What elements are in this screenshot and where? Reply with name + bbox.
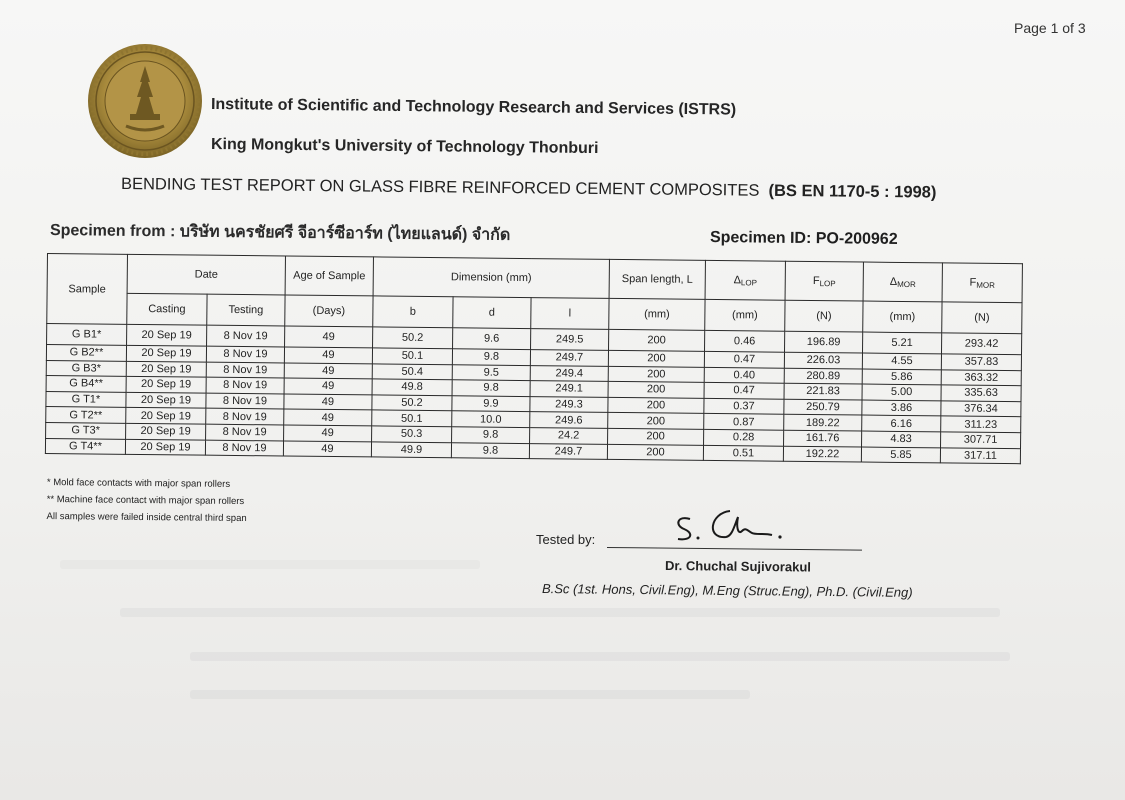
cell-fmor: 335.63 [941,385,1021,401]
cell-flop: 250.79 [784,399,862,415]
cell-sample: G T2** [46,407,126,423]
cell-span: 200 [609,329,705,351]
cell-sample: G B4** [46,376,126,392]
cell-dlop: 0.87 [704,414,784,430]
cell-flop: 161.76 [784,430,862,446]
cell-dmor: 4.55 [862,353,941,369]
cell-testing: 8 Nov 19 [206,409,284,425]
cell-age: 49 [284,347,372,364]
cell-dmor: 5.86 [862,369,941,385]
specimen-from: Specimen from : บริษัท นครชัยศรี จีอาร์ซีอาร์ท (ไทยแลนด์) จำกัด [49,222,511,244]
cell-sample: G B1* [47,324,127,346]
cell-l: 249.7 [530,350,608,366]
cell-span: 200 [608,397,704,414]
header-f-mor-symbol: F [969,276,977,289]
header-delta-lop [705,260,785,300]
cell-dmor: 4.83 [862,431,941,447]
report-title-text: BENDING TEST REPORT ON GLASS FIBRE REINFORCED CEMENT COMPOSITES [120,175,760,200]
cell-l: 249.3 [530,396,608,412]
cell-casting: 20 Sep 19 [126,423,206,439]
cell-testing: 8 Nov 19 [205,440,283,456]
cell-dmor: 5.21 [863,332,942,354]
cell-casting: 20 Sep 19 [126,377,206,393]
bleed-through-line [190,690,750,699]
note-machine-face: ** Machine face contact with major span rollers [46,493,245,508]
report-title [121,175,937,203]
university-name: King Mongkut's University of Technology Thonburi [210,136,599,158]
report-standard: (BS EN 1170-5 : 1998) [768,181,937,202]
cell-flop: 189.22 [784,415,862,431]
cell-b: 50.2 [373,327,453,349]
cell-testing: 8 Nov 19 [207,325,285,347]
header-sample: Sample [47,254,128,325]
header-delta-mor-unit: (mm) [863,301,942,333]
cell-fmor: 307.71 [941,432,1021,448]
cell-fmor: 363.32 [941,369,1021,385]
cell-sample: G B3* [46,360,126,376]
cell-age: 49 [284,378,372,395]
bleed-through-line [190,652,1010,661]
cell-testing: 8 Nov 19 [206,346,284,362]
signature-line [607,547,862,551]
cell-age: 49 [284,363,372,380]
cell-l: 249.4 [530,365,608,381]
header-f-mor-sub: MOR [976,280,995,290]
cell-l: 249.7 [529,443,607,459]
specimen-id: Specimen ID: PO-200962 [709,229,898,248]
header-b: b [373,296,453,328]
cell-age: 49 [284,409,372,426]
institute-name: Institute of Scientific and Technology Research and Services (ISTRS) [210,96,737,119]
cell-l: 249.5 [531,329,609,351]
cell-age: 49 [284,394,372,411]
cell-span: 200 [608,413,704,430]
cell-d: 9.5 [452,364,530,380]
cell-dlop: 0.47 [704,351,784,367]
signer-credentials-text: B.Sc (1st. Hons, Civil.Eng), M.Eng (Struc.Eng), Ph.D. (Civil.Eng) [541,581,913,600]
signer-name: Dr. Chuchal Sujivorakul [664,558,812,575]
cell-testing: 8 Nov 19 [206,362,284,378]
cell-sample: G T4** [45,438,125,454]
cell-dmor: 5.85 [861,447,940,463]
header-f-lop [785,261,863,301]
cell-span: 200 [608,382,704,399]
cell-flop: 280.89 [784,368,862,384]
signer-credentials [542,581,913,600]
cell-d: 9.8 [451,442,529,458]
cell-dmor: 3.86 [862,400,941,416]
cell-b: 50.1 [372,410,452,426]
header-delta-lop-symbol: Δ [733,273,742,286]
cell-fmor: 376.34 [941,401,1021,417]
header-testing: Testing [207,294,285,326]
cell-l: 249.6 [530,412,608,428]
signature-image [668,505,798,550]
cell-b: 49.9 [371,441,451,457]
header-dimension: Dimension (mm) [373,257,609,298]
cell-b: 49.8 [372,379,452,395]
notes [46,474,247,527]
cell-flop: 192.22 [783,446,861,462]
cell-casting: 20 Sep 19 [126,408,206,424]
cell-testing: 8 Nov 19 [206,377,284,393]
tested-by-label: Tested by: [536,532,596,547]
cell-casting: 20 Sep 19 [125,439,205,455]
cell-l: 24.2 [530,428,608,444]
cell-d: 9.6 [453,328,531,350]
cell-casting: 20 Sep 19 [126,345,206,361]
cell-l: 249.1 [530,381,608,397]
cell-fmor: 293.42 [942,333,1022,355]
cell-fmor: 317.11 [940,447,1020,463]
cell-span: 200 [608,366,704,383]
cell-fmor: 311.23 [941,416,1021,432]
header-delta-mor-symbol: Δ [889,275,898,288]
cell-flop: 196.89 [785,331,863,353]
cell-sample: G T1* [46,391,126,407]
cell-flop: 226.03 [784,352,862,368]
cell-dlop: 0.37 [704,398,784,414]
cell-age: 49 [283,441,371,458]
cell-dlop: 0.51 [703,445,783,461]
results-table [45,253,1023,464]
cell-span: 200 [608,428,704,445]
header-age: Age of Sample [285,256,373,296]
header-delta-mor-sub: MOR [897,279,916,289]
header-f-mor-unit: (N) [942,302,1022,334]
cell-b: 50.2 [372,395,452,411]
header-f-mor [942,263,1022,303]
cell-d: 9.8 [452,349,530,365]
cell-casting: 20 Sep 19 [126,392,206,408]
header-f-lop-unit: (N) [785,300,863,332]
cell-b: 50.4 [372,364,452,380]
cell-span: 200 [608,350,704,367]
cell-dlop: 0.40 [704,367,784,383]
results-body [45,324,1021,464]
header-f-lop-sub: LOP [819,278,836,288]
header-d: d [453,297,531,329]
note-mold-face: * Mold face contacts with major span rollers [46,476,231,490]
cell-age: 49 [284,425,372,442]
header-delta-lop-unit: (mm) [705,299,785,331]
note-failure: All samples were failed inside central third span [46,510,247,525]
header-casting: Casting [127,293,207,325]
header-l: l [531,298,609,330]
cell-casting: 20 Sep 19 [127,324,207,346]
cell-b: 50.1 [372,348,452,364]
cell-testing: 8 Nov 19 [206,393,284,409]
cell-dmor: 5.00 [862,384,941,400]
bleed-through-line [60,560,480,569]
header-span-unit: (mm) [609,298,705,330]
cell-sample: G B2** [46,345,126,361]
cell-dmor: 6.16 [862,415,941,431]
cell-b: 50.3 [372,426,452,442]
page-number: Page 1 of 3 [1014,20,1086,36]
bleed-through-line [120,608,1000,617]
cell-dlop: 0.46 [705,330,785,352]
cell-d: 9.8 [452,427,530,443]
header-delta-lop-sub: LOP [740,277,757,287]
university-seal-icon [86,42,204,160]
header-f-lop-symbol: F [812,274,820,287]
cell-d: 10.0 [452,411,530,427]
header-age-unit: (Days) [285,295,373,327]
cell-casting: 20 Sep 19 [126,361,206,377]
header-delta-mor [863,262,942,302]
cell-span: 200 [607,444,703,461]
results-table-wrapper [45,253,1022,464]
header-date: Date [127,254,285,295]
header-span: Span length, L [609,259,705,299]
cell-testing: 8 Nov 19 [206,424,284,440]
cell-d: 9.8 [452,380,530,396]
cell-dlop: 0.47 [704,383,784,399]
cell-flop: 221.83 [784,383,862,399]
cell-sample: G T3* [46,422,126,438]
cell-fmor: 357.83 [941,354,1021,370]
cell-dlop: 0.28 [704,429,784,445]
cell-age: 49 [285,326,373,348]
cell-d: 9.9 [452,396,530,412]
